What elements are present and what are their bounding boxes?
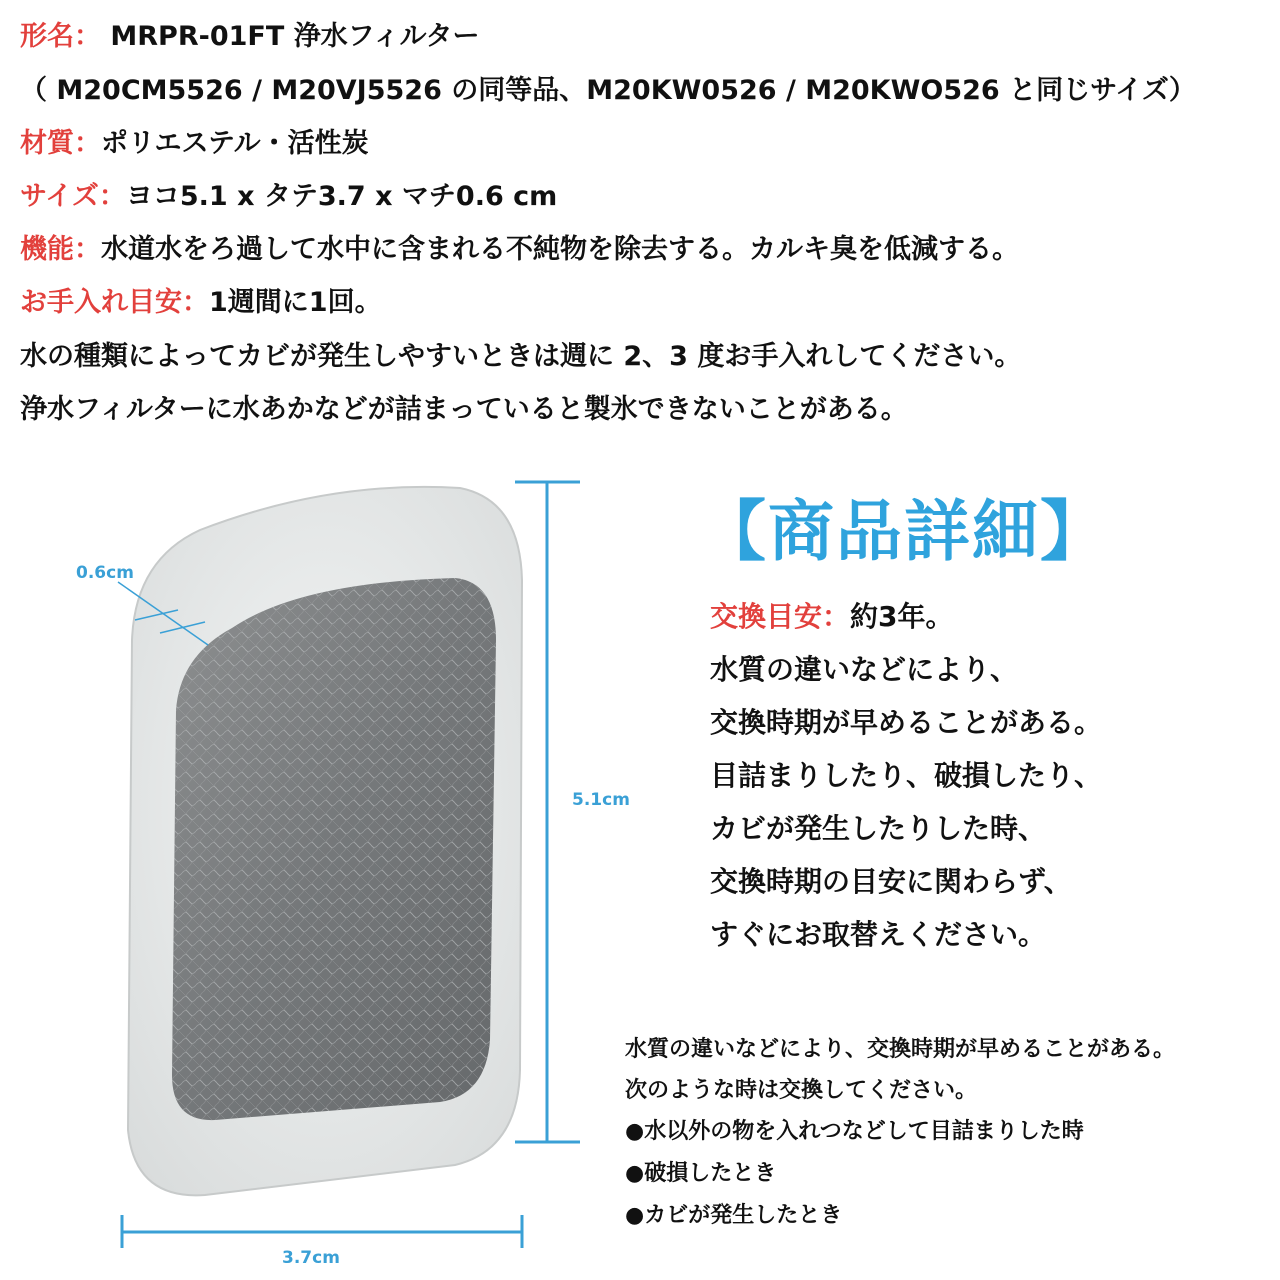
- note-line: 次のような時は交換してください。: [625, 1078, 978, 1103]
- detail-line: カビが発生したりした時、: [710, 812, 1047, 845]
- spec-care-label: お手入れ目安：: [20, 287, 209, 318]
- detail-replace-value: 約3年。: [850, 600, 954, 633]
- width-label: 3.7cm: [282, 1248, 340, 1268]
- detail-replace-label: 交換目安：: [710, 600, 851, 633]
- spec-model: [20, 20, 479, 54]
- spec-model-label: 形名：: [20, 21, 101, 52]
- filter-illustration: [0, 460, 660, 1280]
- spec-function-value: 水道水をろ過して水中に含まれる不純物を除去する。カルキ臭を低減する。: [101, 234, 1019, 265]
- detail-line: 交換時期が早めることがある。: [710, 706, 1103, 739]
- height-label: 5.1cm: [572, 790, 630, 810]
- note-line: ●破損したとき: [625, 1161, 777, 1186]
- spec-care-note-1: 水の種類によってカビが発生しやすいときは週に 2、3 度お手入れしてください。: [20, 341, 1022, 372]
- spec-model-note: （ M20CM5526 / M20VJ5526 の同等品、M20KW0526 / M20KWO526 と同じサイズ）: [20, 75, 1196, 106]
- spec-material-value: ポリエステル・活性炭: [101, 128, 369, 159]
- detail-line: すぐにお取替えください。: [710, 918, 1047, 951]
- note-line: 水質の違いなどにより、交換時期が早めることがある。: [625, 1037, 1176, 1062]
- spec-care-value: 1週間に1回。: [209, 287, 382, 318]
- detail-line: 目詰まりしたり、破損したり、: [710, 759, 1103, 792]
- thickness-label: 0.6cm: [76, 563, 134, 583]
- filter-figure: [0, 460, 660, 1280]
- spec-material: [20, 127, 369, 161]
- spec-size-label: サイズ：: [20, 181, 126, 212]
- note-line: ●水以外の物を入れつなどして目詰まりした時: [625, 1119, 1084, 1144]
- spec-function: [20, 233, 1019, 267]
- note-line: ●カビが発生したとき: [625, 1203, 843, 1228]
- spec-model-value: MRPR-01FT 浄水フィルター: [101, 21, 480, 52]
- spec-care: [20, 286, 382, 320]
- spec-size-value: ヨコ5.1 x タテ3.7 x マチ0.6 cm: [125, 181, 558, 212]
- spec-function-label: 機能：: [20, 234, 101, 265]
- spec-size: [20, 180, 557, 214]
- detail-line: 水質の違いなどにより、: [710, 653, 1019, 686]
- detail-line: 交換時期の目安に関わらず、: [710, 865, 1072, 898]
- spec-care-note-2: 浄水フィルターに水あかなどが詰まっていると製氷できないことがある。: [20, 394, 908, 425]
- detail-replace: [710, 595, 954, 635]
- spec-material-label: 材質：: [20, 128, 101, 159]
- detail-title: 【商品詳細】: [700, 493, 1108, 570]
